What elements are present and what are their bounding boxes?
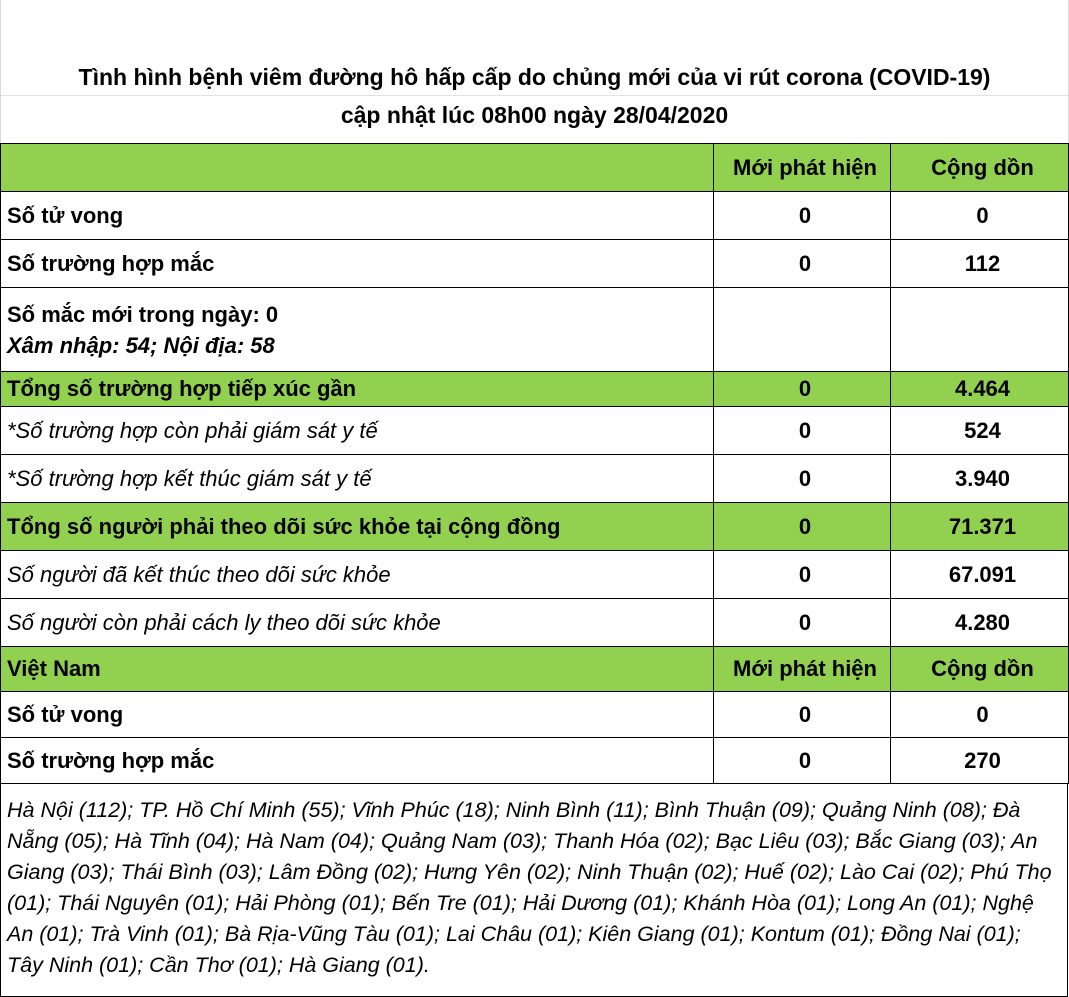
row-new-value: 0 [714,407,891,455]
row-total-value: 270 [891,738,1069,784]
row-total-value: 3.940 [891,455,1069,503]
row-total-value: 67.091 [891,551,1069,599]
row-new-value: 0 [714,455,891,503]
row-sublabel: Xâm nhập: 54; Nội địa: 58 [7,332,275,358]
row-new-value: 0 [714,192,891,240]
row-label: *Số trường hợp kết thúc giám sát y tế [1,455,714,503]
row-total-value: 524 [891,407,1069,455]
row-total-value: 112 [891,240,1069,288]
row-new-value: 0 [714,692,891,738]
row-label-cell [1,288,714,372]
row-label: Số mắc mới trong ngày: 0 [7,301,279,327]
row-label: Số tử vong [1,692,714,738]
table-row-monitoring-ended [1,455,1069,503]
row-new-value: 0 [714,599,891,647]
report-title-block [0,0,1069,143]
header-cumulative: Cộng dồn [891,144,1069,192]
row-total-value: 4.280 [891,599,1069,647]
vietnam-header-row [1,647,1069,692]
row-total-value: 0 [891,192,1069,240]
row-total-value: 71.371 [891,503,1069,551]
header-cumulative: Cộng dồn [891,647,1069,692]
row-new-value: 0 [714,372,891,407]
row-label: Số người đã kết thúc theo dõi sức khỏe [1,551,714,599]
row-new-value: 0 [714,240,891,288]
row-label: Số tử vong [1,192,714,240]
table-row-under-monitoring [1,407,1069,455]
row-total-value: 0 [891,692,1069,738]
report-title: Tình hình bệnh viêm đường hô hấp cấp do chủng mới của vi rút corona (COVID-19) [78,64,991,90]
table-row-close-contacts [1,372,1069,407]
table-row-followup-ended [1,551,1069,599]
table-header-row [1,144,1069,192]
gridline [1,95,1068,96]
province-case-list: Hà Nội (112); TP. Hồ Chí Minh (55); Vĩnh Phúc (18); Ninh Bình (11); Bình Thuận (09); Quảng Ninh (08); Đà Nẵng (05); Hà Tĩnh (04); Hà Nam (04); Quảng Nam (03); Thanh Hóa (02); Bạc Liêu (03); Bắc Giang (03); An Giang (03); Thái Bình (03); Lâm Đồng (02); Hưng Yên (02); Ninh Thuận (02); Huế (02); Lào Cai (02); Phú Thọ (01); Thái Nguyên (01); Hải Phòng (01); Bến Tre (01); Hải Dương (01); Khánh Hòa (01); Long An (01); Nghệ An (01); Trà Vinh (01); Bà Rịa-Vũng Tàu (01); Lai Châu (01); Kiên Giang (01); Kontum (01); Đồng Nai (01); Tây Ninh (01); Cần Thơ (01); Hà Giang (01). [0,783,1068,997]
row-new-value: 0 [714,551,891,599]
statistics-table [0,143,1069,784]
table-row-community-monitoring [1,503,1069,551]
table-row-still-quarantined [1,599,1069,647]
header-blank-cell [1,144,714,192]
row-label: Tổng số người phải theo dõi sức khỏe tại cộng đồng [1,503,714,551]
header-new-cases: Mới phát hiện [714,647,891,692]
row-new-value: 0 [714,503,891,551]
table-row-new-today [1,288,1069,372]
row-new-value: 0 [714,738,891,784]
row-label: *Số trường hợp còn phải giám sát y tế [1,407,714,455]
table-row-deaths [1,192,1069,240]
row-label: Số trường hợp mắc [1,738,714,784]
row-label: Tổng số trường hợp tiếp xúc gần [1,372,714,407]
report-update-time: cập nhật lúc 08h00 ngày 28/04/2020 [340,102,729,128]
row-label: Số trường hợp mắc [1,240,714,288]
header-new-cases: Mới phát hiện [714,144,891,192]
row-new-value [714,288,891,372]
vietnam-row-deaths [1,692,1069,738]
table-row-cases [1,240,1069,288]
vietnam-row-cases [1,738,1069,784]
vietnam-label: Việt Nam [1,647,714,692]
row-total-value: 4.464 [891,372,1069,407]
row-label: Số người còn phải cách ly theo dõi sức khỏe [1,599,714,647]
row-total-value [891,288,1069,372]
